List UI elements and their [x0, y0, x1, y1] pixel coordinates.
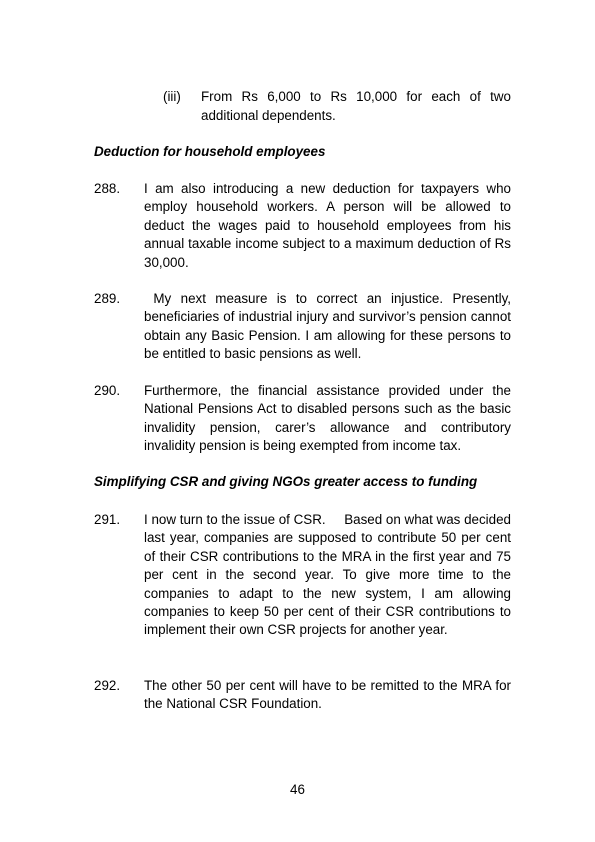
paragraph-number: 289. [94, 291, 121, 306]
paragraph-text: I am also introducing a new deduction for taxpayers who employ household workers. A person will be allowed to deduct the wages paid to household employees from his annual taxable income subject to a maximum deduction of Rs 30,000. [144, 181, 511, 270]
paragraph-291 [94, 511, 515, 640]
paragraph-292 [94, 677, 511, 714]
paragraph-number: 292. [94, 678, 121, 693]
heading-csr: Simplifying CSR and giving NGOs greater access to funding [94, 474, 478, 489]
paragraph-text: The other 50 per cent will have to be remitted to the MRA for the National CSR Foundation. [144, 678, 511, 712]
paragraph-288 [94, 180, 511, 272]
paragraph-number: 290. [94, 383, 121, 398]
sub-item-text: From Rs 6,000 to Rs 10,000 for each of two additional dependents. [201, 89, 511, 123]
sub-item-iii [163, 88, 511, 125]
heading-household-employees: Deduction for household employees [94, 144, 326, 159]
paragraph-number: 291. [94, 512, 121, 527]
paragraph-number: 288. [94, 181, 121, 196]
paragraph-290 [94, 382, 511, 456]
paragraph-text: Furthermore, the financial assistance provided under the National Pensions Act to disabled persons such as the basic invalidity pension, carer’s allowance and contributory invalidity pension is being exempted from income tax. [144, 383, 511, 454]
paragraph-text: My next measure is to correct an injustice. Presently, beneficiaries of industrial injury and survivor’s pension cannot obtain any Basic Pension. I am allowing for these persons to be entitled to basic pensions as well. [144, 291, 515, 362]
page-number: 46 [290, 782, 305, 797]
paragraph-text: I now turn to the issue of CSR. Based on what was decided last year, companies are supposed to contribute 50 per cent of their CSR contributions to the MRA in the first year and 75 per cent in the second year. To give more time to the companies to adapt to the new system, I am allowing companies to keep 50 per cent of their CSR contributions to implement their own CSR projects for another year. [144, 512, 515, 638]
paragraph-289 [94, 290, 515, 364]
sub-item-numeral: (iii) [163, 89, 181, 104]
